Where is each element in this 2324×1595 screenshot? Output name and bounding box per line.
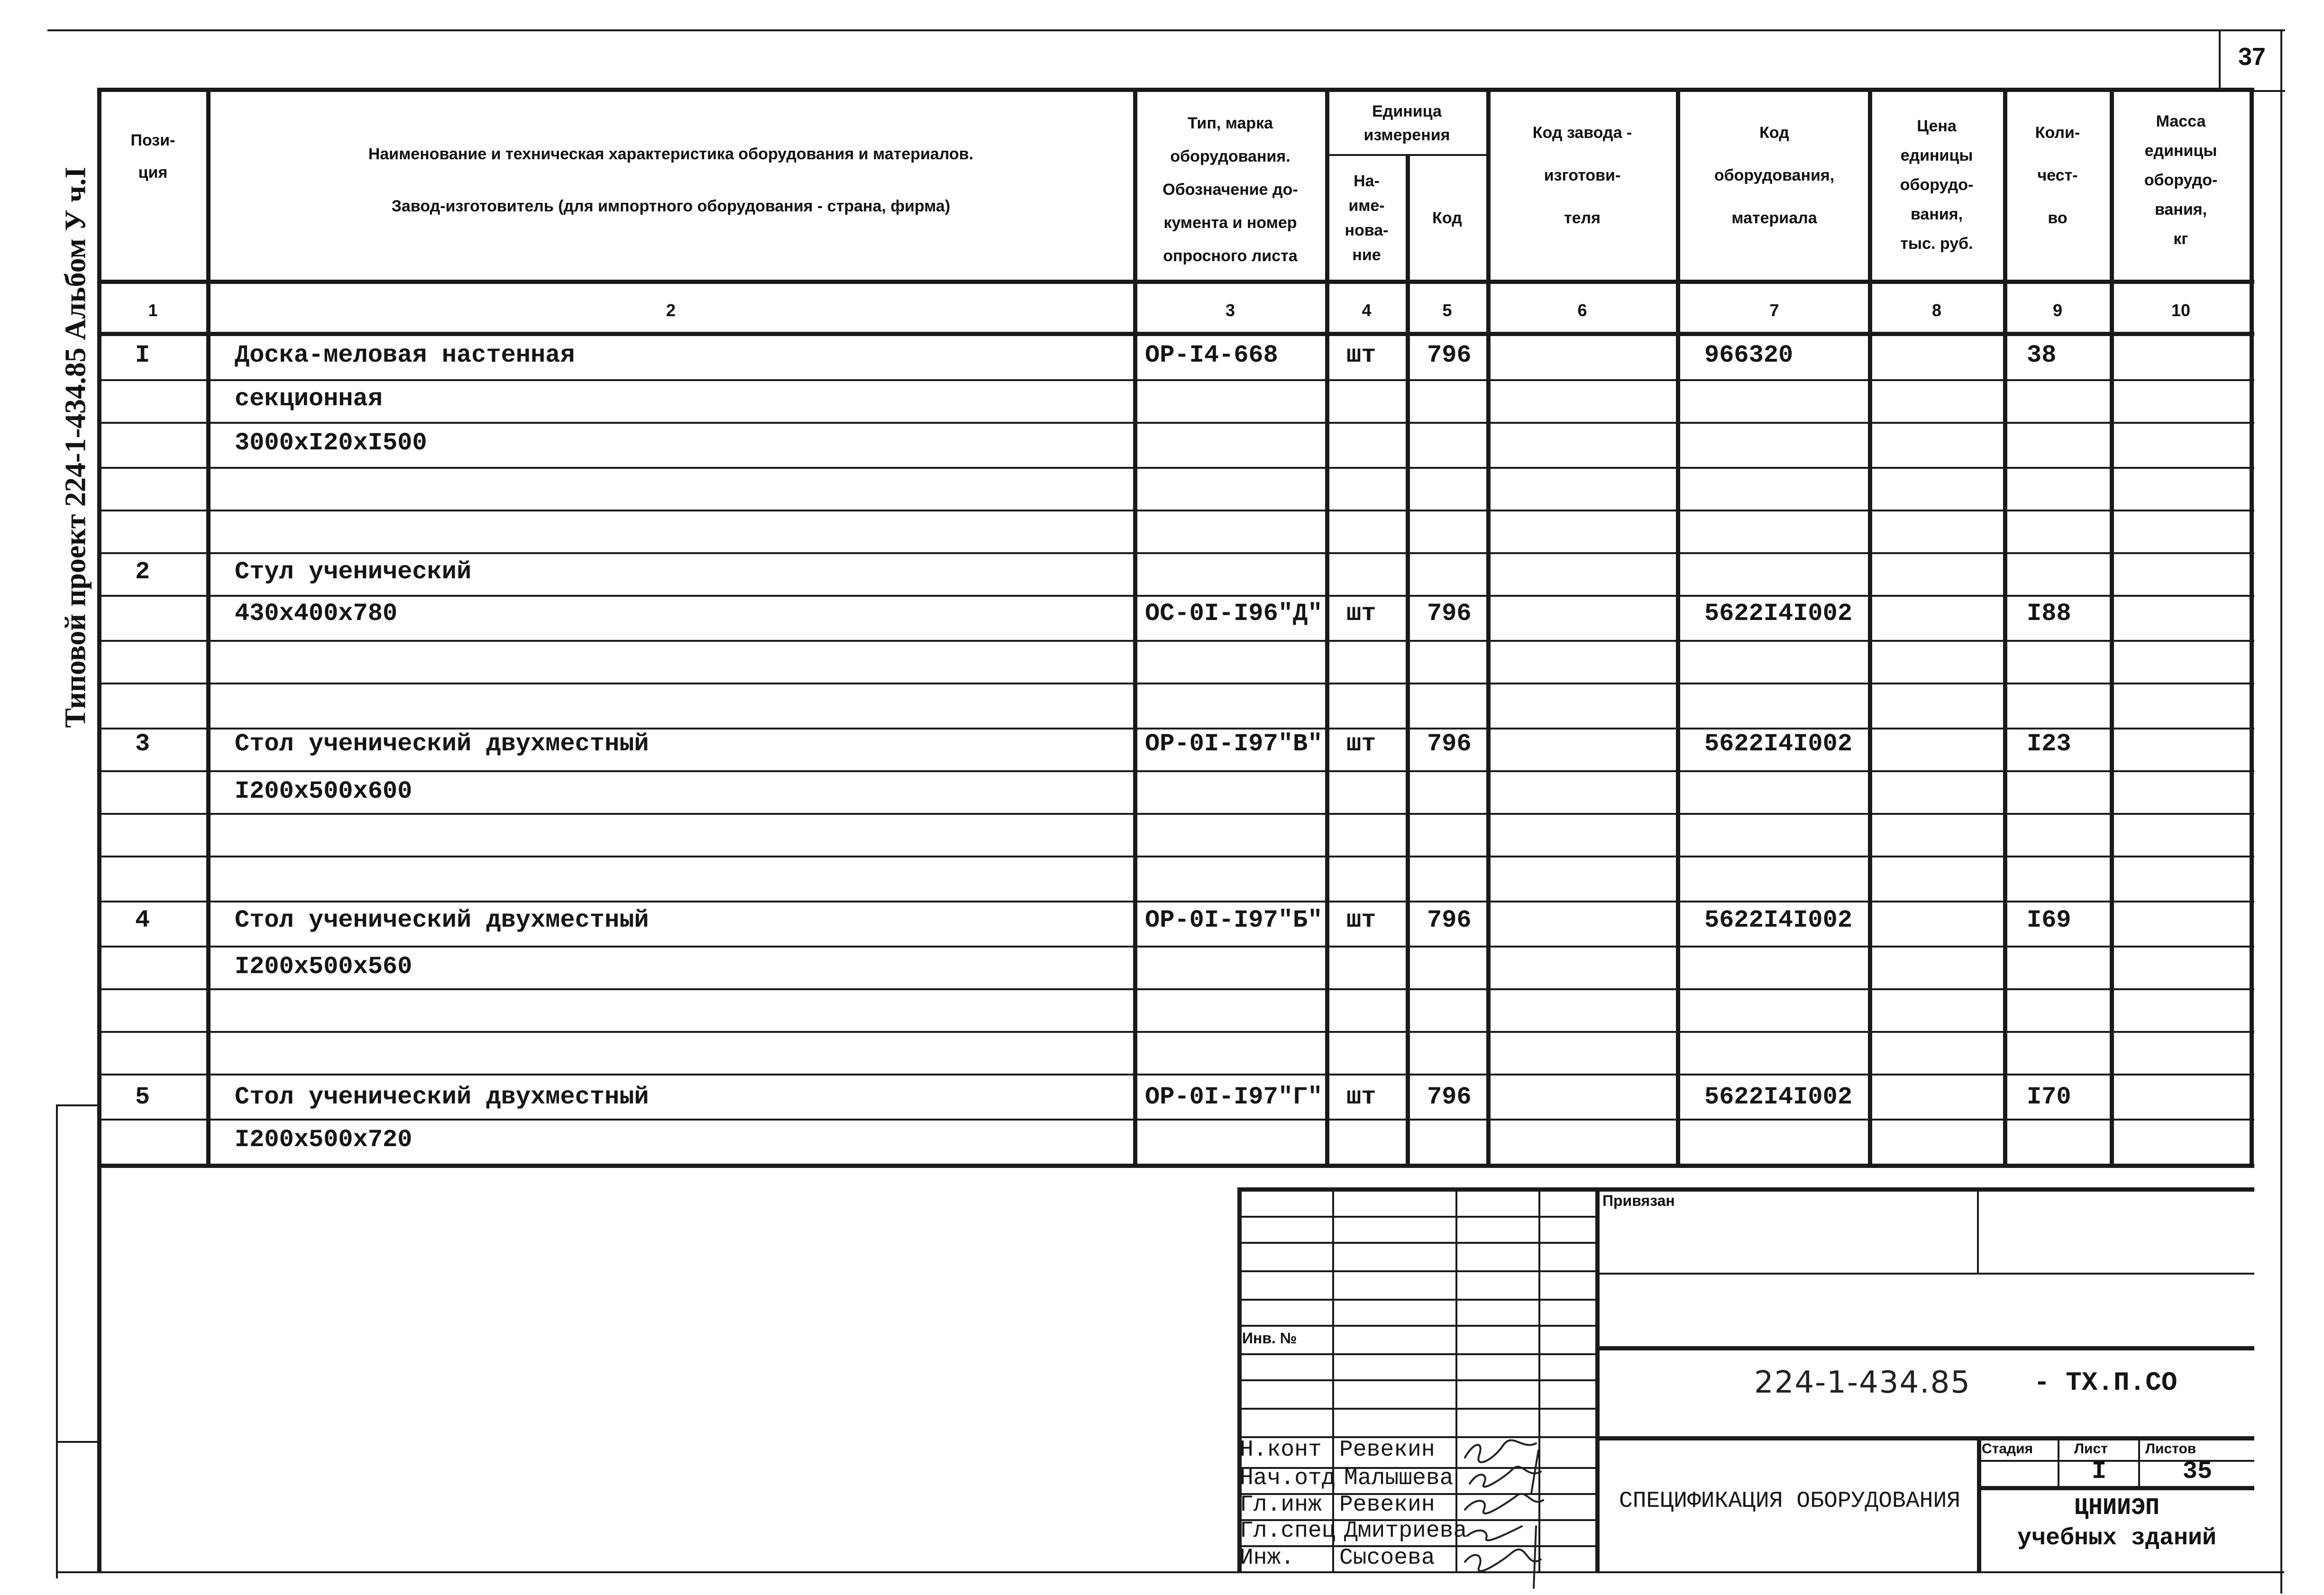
- signer-name: Дмитриева: [1344, 1518, 1467, 1544]
- cell-name: Стол ученический двухместный: [235, 906, 649, 934]
- header-factory-code: Код завода - изготови- теля: [1532, 124, 1632, 227]
- document-suffix: - ТХ.П.СО: [2034, 1367, 2178, 1398]
- cell-name: 430х400х780: [235, 600, 398, 628]
- cell-equipment-code: 5622I4I002: [1704, 1083, 1853, 1111]
- header-name: Наименование и техническая характеристика оборудования и материалов. Завод-изготовитель (для импортного оборудования - страна, фирма): [368, 145, 974, 215]
- cell-name: Стул ученический: [235, 558, 472, 586]
- cell-position: I: [135, 341, 150, 369]
- cell-unit: шт: [1346, 730, 1376, 758]
- cell-type: ОР-0I-I97"Г": [1145, 1083, 1323, 1111]
- signer-role: Гл.спец: [1240, 1518, 1336, 1544]
- cell-name: I200х500х720: [235, 1126, 412, 1154]
- header-unit-code: Код: [1432, 209, 1462, 227]
- cell-name: Стол ученический двухместный: [235, 1083, 649, 1111]
- header-equipment-code: Код оборудования, материала: [1714, 124, 1835, 227]
- column-number: 4: [1362, 301, 1372, 320]
- cell-code: 796: [1427, 1083, 1472, 1111]
- organization: [1979, 1493, 2254, 1554]
- cell-code: 796: [1427, 906, 1472, 934]
- signer-role: Гл.инж: [1240, 1492, 1322, 1518]
- cell-type: ОР-0I-I97"В": [1145, 730, 1323, 758]
- cell-equipment-code: 966320: [1704, 341, 1793, 369]
- linked-label: Привязан: [1602, 1192, 1675, 1209]
- column-number: 8: [1931, 301, 1942, 320]
- organization-line1: ЦНИИЭП: [2074, 1495, 2160, 1522]
- cell-unit: шт: [1346, 341, 1376, 369]
- cell-unit: шт: [1346, 1083, 1376, 1111]
- side-title: Типовой проект 224-1-434.85 Альбом У ч.I: [59, 167, 92, 728]
- column-number: 7: [1769, 301, 1779, 320]
- cell-quantity: 38: [2027, 341, 2057, 369]
- cell-type: ОР-I4-668: [1145, 341, 1278, 369]
- stage-label: Стадия: [1982, 1441, 2033, 1457]
- signer-name: Малышева: [1344, 1466, 1454, 1491]
- cell-code: 796: [1427, 600, 1472, 628]
- cell-unit: шт: [1346, 600, 1376, 628]
- header-price: Цена единицы оборудо- вания, тыс. руб.: [1900, 117, 1974, 253]
- header-type: Тип, марка оборудования. Обозначение до- кумента и номер опросного листа: [1162, 114, 1298, 265]
- cell-position: 3: [135, 730, 150, 758]
- cell-equipment-code: 5622I4I002: [1704, 600, 1853, 628]
- signer-name: Ревекин: [1339, 1437, 1435, 1463]
- signer-role: Инж.: [1240, 1545, 1295, 1571]
- cell-name: I200х500х600: [235, 777, 412, 805]
- signer-name: Сысоева: [1339, 1545, 1435, 1571]
- column-number: 9: [2052, 301, 2063, 320]
- cell-quantity: I88: [2027, 600, 2071, 628]
- cell-name: секционная: [235, 385, 383, 413]
- cell-name: Доска-меловая настенная: [235, 341, 575, 369]
- cell-name: 3000хI20хI500: [235, 429, 427, 457]
- column-number: 6: [1577, 301, 1587, 320]
- cell-equipment-code: 5622I4I002: [1704, 906, 1853, 934]
- cell-position: 5: [135, 1083, 150, 1111]
- page-number: 37: [2238, 43, 2266, 71]
- cell-type: ОС-0I-I96"Д": [1145, 600, 1323, 628]
- sheets-label: Листов: [2145, 1441, 2196, 1457]
- header-unit-name: На- име- нова- ние: [1345, 172, 1389, 264]
- cell-code: 796: [1427, 341, 1472, 369]
- cell-code: 796: [1427, 730, 1472, 758]
- cell-name: I200х500х560: [235, 953, 412, 981]
- header-mass: Масса единицы оборудо- вания, кг: [2144, 112, 2218, 248]
- column-number: 5: [1442, 301, 1452, 320]
- cell-name: Стол ученический двухместный: [235, 730, 649, 758]
- cell-quantity: I23: [2027, 730, 2071, 758]
- inventory-number-label: Инв. №: [1242, 1330, 1297, 1347]
- cell-unit: шт: [1346, 906, 1376, 934]
- sheets-value: 35: [2182, 1458, 2213, 1486]
- organization-line2: учебных зданий: [2017, 1525, 2217, 1552]
- cell-position: 4: [135, 906, 150, 934]
- cell-type: ОР-0I-I97"Б": [1145, 906, 1323, 934]
- header-position: Пози- ция: [130, 131, 175, 182]
- sheet-value: I: [2091, 1458, 2107, 1486]
- signer-name: Ревекин: [1339, 1492, 1435, 1518]
- signer-role: Нач.отд: [1240, 1466, 1336, 1491]
- signer-role: Н.конт: [1240, 1437, 1322, 1463]
- header-unit: Единица измерения: [1363, 102, 1450, 144]
- cell-equipment-code: 5622I4I002: [1704, 730, 1853, 758]
- header-quantity: Коли- чест- во: [2035, 124, 2080, 227]
- sheet-title: СПЕЦИФИКАЦИЯ ОБОРУДОВАНИЯ: [1619, 1488, 1961, 1514]
- sheet-label: Лист: [2074, 1441, 2108, 1457]
- column-number: 1: [148, 301, 158, 320]
- column-number: 2: [666, 301, 676, 320]
- handwritten-signatures: [1455, 1431, 1550, 1593]
- cell-position: 2: [135, 558, 150, 586]
- cell-quantity: I70: [2027, 1083, 2071, 1111]
- column-number: 3: [1225, 301, 1235, 320]
- column-number: 10: [2171, 301, 2191, 320]
- document-code: 224-1-434.85: [1754, 1365, 1971, 1400]
- cell-quantity: I69: [2027, 906, 2071, 934]
